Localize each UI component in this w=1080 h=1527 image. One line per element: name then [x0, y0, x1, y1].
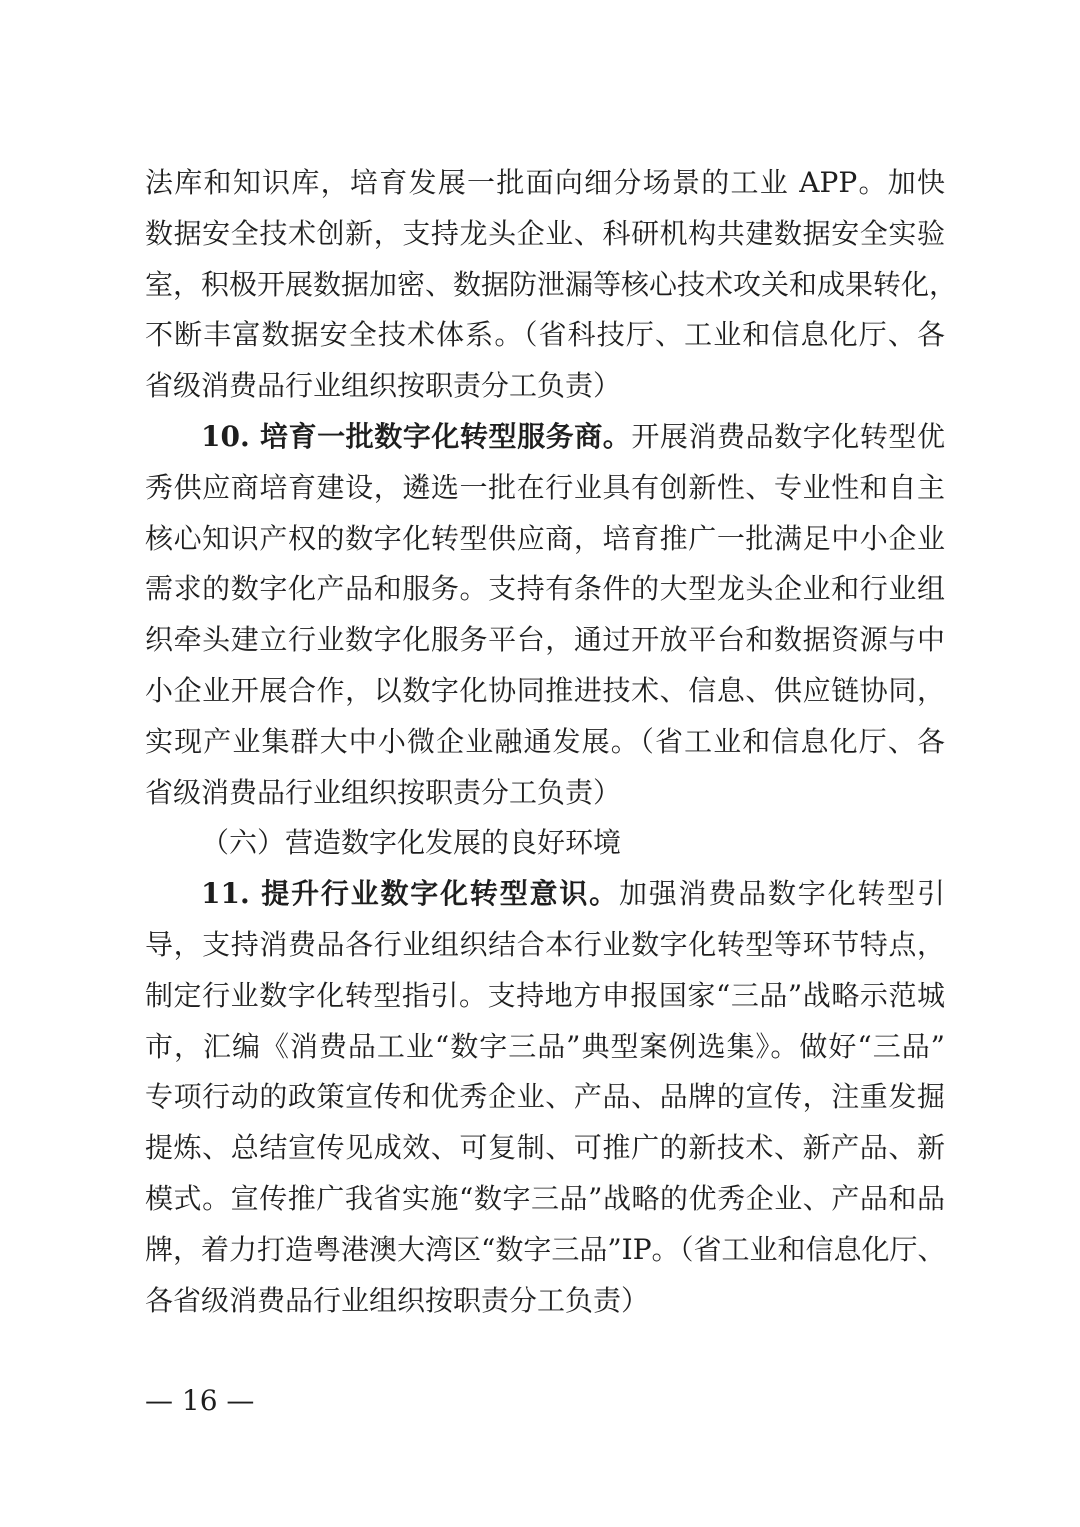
text-line: 各省级消费品行业组织按职责分工负责） [145, 1283, 650, 1317]
text-line [145, 869, 945, 920]
text-line: 专项行动的政策宣传和优秀企业、产品、品牌的宣传，注重发掘 [145, 1080, 945, 1114]
text-line: 不断丰富数据安全技术体系。（省科技厅、工业和信息化厅、各 [145, 318, 945, 352]
item-11-first-line: 加强消费品数字化转型引 [618, 877, 945, 911]
text-line: 小企业开展合作，以数字化协同推进技术、信息、供应链协同， [145, 673, 945, 707]
text-line: 省级消费品行业组织按职责分工负责） [145, 369, 622, 403]
text-line: 室，积极开展数据加密、数据防泄漏等核心技术攻关和成果转化， [145, 267, 958, 301]
item-11-title: 11. 提升行业数字化转型意识。 [201, 877, 619, 911]
item-10-first-line: 开展消费品数字化转型优 [631, 419, 945, 453]
text-line: 市，汇编《消费品工业“数字三品”典型案例选集》。做好“三品” [145, 1029, 945, 1063]
text-line: 数据安全技术创新，支持龙头企业、科研机构共建数据安全实验 [145, 216, 945, 250]
text-line: 模式。宣传推广我省实施“数字三品”战略的优秀企业、产品和品 [145, 1181, 945, 1215]
text-line: 法库和知识库，培育发展一批面向细分场景的工业 APP。加快 [145, 166, 945, 199]
item-10-title: 10. 培育一批数字化转型服务商。 [201, 419, 632, 453]
text-line: 省级消费品行业组织按职责分工负责） [145, 775, 622, 809]
section-6-heading [145, 818, 945, 869]
text-line: 实现产业集群大中小微企业融通发展。（省工业和信息化厅、各 [145, 724, 945, 758]
text-line: 核心知识产权的数字化转型供应商，培育推广一批满足中小企业 [145, 521, 945, 555]
paragraph-continuation [145, 158, 958, 412]
page-number: — 16 — [145, 1384, 255, 1417]
document-body [145, 158, 958, 1326]
text-line [145, 412, 945, 463]
text-line: 需求的数字化产品和服务。支持有条件的大型龙头企业和行业组 [145, 572, 945, 606]
text-line: 制定行业数字化转型指引。支持地方申报国家“三品”战略示范城 [145, 978, 945, 1012]
item-11-paragraph [145, 869, 945, 1326]
text-line: 织牵头建立行业数字化服务平台，通过开放平台和数据资源与中 [145, 623, 945, 657]
text-line: 秀供应商培育建设，遴选一批在行业具有创新性、专业性和自主 [145, 470, 945, 504]
section-heading: （六）营造数字化发展的良好环境 [201, 826, 622, 860]
text-line: 提炼、总结宣传见成效、可复制、可推广的新技术、新产品、新 [145, 1131, 945, 1165]
text-line: 牌，着力打造粤港澳大湾区“数字三品”IP。（省工业和信息化厅、 [145, 1232, 946, 1266]
text-line: 导，支持消费品各行业组织结合本行业数字化转型等环节特点， [145, 927, 945, 961]
item-10-paragraph [145, 412, 945, 818]
